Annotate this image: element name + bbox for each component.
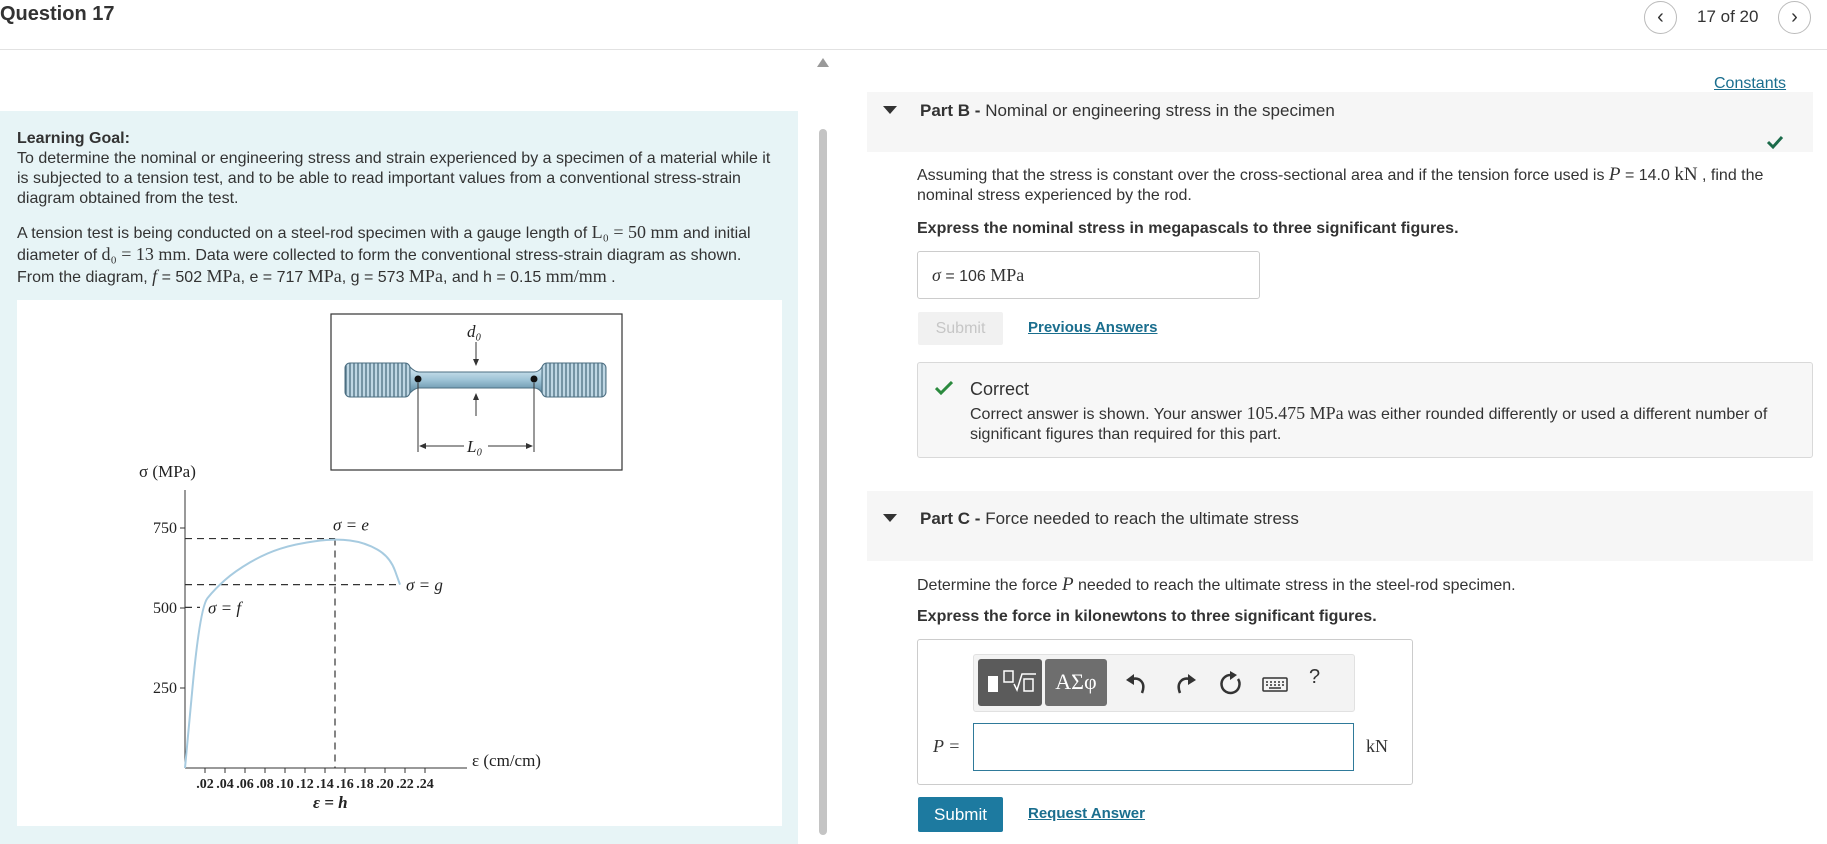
collapse-caret-icon[interactable] xyxy=(883,106,897,114)
stress-strain-curve xyxy=(185,540,400,768)
part-c-title xyxy=(920,509,1299,529)
correct-feedback xyxy=(917,362,1813,458)
top-bar xyxy=(0,0,1827,50)
part-b-label: Part B - xyxy=(920,101,981,120)
label-f: σ = f xyxy=(208,598,242,618)
scroll-up-arrow-icon[interactable] xyxy=(817,58,829,67)
b-prompt-text-1: Assuming that the stress is constant over the cross-sectional area and if the tension force used is xyxy=(917,167,1609,184)
g-value: = 573 xyxy=(359,269,409,286)
x-tick-label-.24: .24 xyxy=(416,777,434,792)
learning-goal-text: To determine the nominal or engineering stress and strain experienced by a specimen of a material while it is subjected to a tension test, and to be able to read important values from a conventional stress-strain diagram obtained from the test. xyxy=(17,150,771,207)
L0-label: L₀ xyxy=(467,437,483,456)
h-unit: mm/mm xyxy=(545,266,607,286)
redo-icon[interactable] xyxy=(1172,671,1198,697)
y-tick-label-500: 500 xyxy=(153,600,177,617)
force-unit: kN xyxy=(1366,736,1388,756)
help-button[interactable]: ? xyxy=(1309,666,1321,688)
g-unit: MPa xyxy=(408,266,443,286)
f-label: f xyxy=(152,266,158,286)
left-thread xyxy=(345,363,410,397)
b-prompt-P: P xyxy=(1608,164,1621,185)
x-tick-label-.16: .16 xyxy=(336,777,354,792)
part-c-label: Part C - xyxy=(920,509,981,528)
f-unit: MPa xyxy=(206,266,241,286)
c-prompt-text-2: needed to reach the ultimate stress in the steel-rod specimen. xyxy=(1073,577,1516,594)
gauge-mark-left xyxy=(415,376,422,383)
templates-icon xyxy=(978,659,1042,706)
chevron-left-icon: ‹ xyxy=(1657,6,1664,28)
part-b-prompt xyxy=(917,165,1807,206)
keyboard-icon[interactable] xyxy=(1262,671,1288,697)
y-ticks xyxy=(153,520,185,697)
x-axis-label: ε (cm/cm) xyxy=(472,751,541,770)
learning-goal xyxy=(17,129,782,301)
b-instruction-text: Express the nominal stress in megapascals to three significant figures. xyxy=(917,220,1459,237)
undo-icon[interactable] xyxy=(1124,671,1150,697)
x-tick-label-.06: .06 xyxy=(236,777,254,792)
greek-symbols-button[interactable]: ΑΣφ xyxy=(1045,659,1107,706)
part-b-instruction xyxy=(917,219,1459,239)
y-tick-label-250: 250 xyxy=(153,680,177,697)
previous-question-button[interactable] xyxy=(1644,1,1677,34)
correct-check-icon xyxy=(935,380,953,396)
x-tick-label-.20: .20 xyxy=(376,777,394,792)
label-e: σ = e xyxy=(333,515,369,535)
label-g: σ = g xyxy=(406,575,443,595)
part-b-submit-button[interactable]: Submit xyxy=(918,312,1003,345)
part-b-title xyxy=(920,101,1335,121)
b-prompt-value: = 14.0 xyxy=(1620,167,1675,184)
part-c-title-text: Force needed to reach the ultimate stress xyxy=(980,509,1299,528)
part-c-prompt xyxy=(917,575,1516,596)
label-h: ε = h xyxy=(313,793,348,812)
part-b-header[interactable] xyxy=(867,92,1813,152)
f-value: = 502 xyxy=(157,269,207,286)
diameter-expr: d₀ = 13 mm xyxy=(101,244,187,264)
part-b-answer-field xyxy=(917,251,1260,299)
feedback-text-1: Correct answer is shown. Your answer xyxy=(970,406,1247,423)
stress-strain-figure xyxy=(17,300,782,826)
templates-button[interactable] xyxy=(978,659,1042,706)
part-c-answer-area xyxy=(917,639,1413,785)
x-tick-label-.22: .22 xyxy=(396,777,414,792)
b-answer-value: = 106 xyxy=(940,268,991,285)
c-instruction-text: Express the force in kilonewtons to three significant figures. xyxy=(917,608,1377,625)
part-b-title-text: Nominal or engineering stress in the specimen xyxy=(980,101,1335,120)
next-question-button[interactable] xyxy=(1778,1,1811,34)
learning-goal-heading: Learning Goal: xyxy=(17,130,130,147)
y-tick-label-750: 750 xyxy=(153,520,177,537)
part-c-header[interactable] xyxy=(867,491,1813,561)
y-axis-label: σ (MPa) xyxy=(139,462,196,481)
c-prompt-text-1: Determine the force xyxy=(917,577,1062,594)
specimen-diagram xyxy=(331,314,622,470)
x-tick-label-.18: .18 xyxy=(356,777,374,792)
e-value: = 717 xyxy=(258,269,308,286)
b-prompt-text-2: , find the nominal stress experienced by the rod. xyxy=(917,167,1764,204)
math-toolbar xyxy=(973,654,1355,712)
x-tick-label-.10: .10 xyxy=(276,777,294,792)
guide-lines xyxy=(185,539,400,768)
stress-strain-chart xyxy=(139,462,541,812)
question-title: Question 17 xyxy=(0,3,115,25)
intro-text-2: and initial diameter of xyxy=(17,225,751,264)
x-tick-label-.02: .02 xyxy=(196,777,214,792)
reset-icon[interactable] xyxy=(1218,671,1244,697)
x-tick-label-.12: .12 xyxy=(296,777,314,792)
collapse-caret-icon[interactable] xyxy=(883,514,897,522)
part-c-submit-button[interactable]: Submit xyxy=(918,797,1003,832)
question-counter: 17 of 20 xyxy=(1697,7,1759,26)
right-thread xyxy=(542,363,606,397)
b-prompt-unit: kN xyxy=(1674,164,1698,185)
left-pane-scrollbar[interactable] xyxy=(815,55,831,844)
part-c-instruction xyxy=(917,607,1377,627)
part-b-complete-check-icon xyxy=(1766,133,1784,151)
feedback-text xyxy=(970,403,1800,445)
feedback-value: 105.475 MPa xyxy=(1246,403,1344,423)
x-tick-label-.08: .08 xyxy=(256,777,274,792)
c-prompt-P: P xyxy=(1061,574,1074,595)
gauge-length-expr: L₀ = 50 mm xyxy=(591,222,679,242)
feedback-text-2: was either rounded differently or used a different number of significant figures than required for this part. xyxy=(970,406,1768,443)
gauge-mark-right xyxy=(531,376,538,383)
p-label xyxy=(933,736,960,757)
intro-text-3: . Data were collected to form the conventional stress-strain diagram as shown. From the diagram, xyxy=(17,247,742,286)
h-label: , and h xyxy=(442,269,492,286)
problem-intro xyxy=(17,222,782,288)
h-value: = 0.15 xyxy=(491,269,546,286)
problem-statement-panel xyxy=(0,111,798,844)
d0-label: d₀ xyxy=(467,322,482,341)
p-label-text: P = xyxy=(933,736,961,756)
previous-answers-link[interactable]: Previous Answers xyxy=(1028,319,1158,336)
e-label: , e xyxy=(240,269,259,286)
x-tick-label-.04: .04 xyxy=(216,777,234,792)
chevron-right-icon: › xyxy=(1791,6,1798,28)
b-answer-unit: MPa xyxy=(990,265,1025,285)
x-ticks xyxy=(196,768,434,792)
intro-end: . xyxy=(606,269,616,286)
constants-link[interactable]: Constants xyxy=(1714,75,1787,92)
feedback-title: Correct xyxy=(970,379,1030,399)
intro-text-1: A tension test is being conducted on a steel-rod specimen with a gauge length of xyxy=(17,225,592,242)
g-label: , g xyxy=(341,269,360,286)
x-tick-label-.14: .14 xyxy=(316,777,334,792)
e-unit: MPa xyxy=(307,266,342,286)
b-answer-symbol: σ xyxy=(932,265,941,285)
scroll-thumb[interactable] xyxy=(819,129,827,835)
figure-svg xyxy=(17,300,782,826)
force-answer-input[interactable] xyxy=(973,723,1354,771)
request-answer-link[interactable]: Request Answer xyxy=(1028,805,1145,822)
